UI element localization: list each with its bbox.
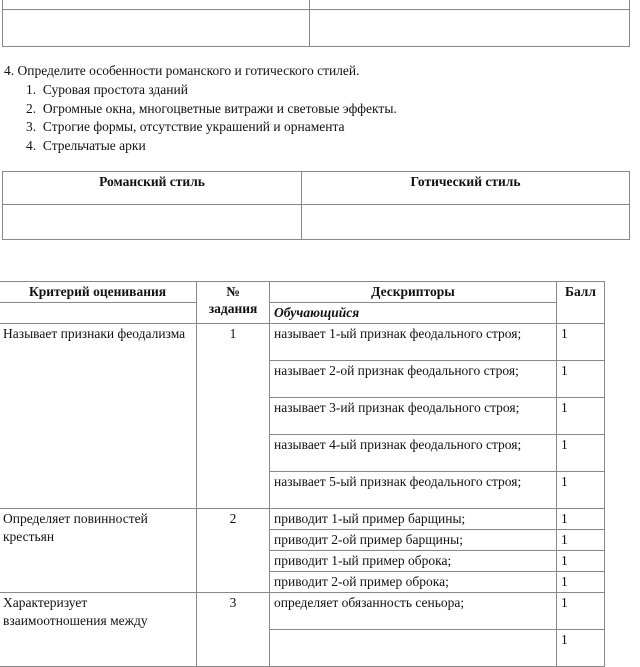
list-item: 4. Стрельчатые арки (26, 137, 146, 153)
task-number-cell: 1 (197, 324, 270, 509)
task4-list (26, 81, 397, 155)
answer-cell[interactable] (310, 10, 630, 47)
score-header: Балл (557, 282, 605, 324)
criterion-cell: Называет признаки феодализма (0, 324, 197, 509)
score-cell: 1 (557, 530, 605, 551)
learner-subheader: Обучающийся (270, 303, 557, 324)
descriptors-header: Дескрипторы (270, 282, 557, 303)
score-cell: 1 (557, 593, 605, 630)
score-cell: 1 (557, 435, 605, 472)
descriptor-cell: называет 5-ый признак феодального строя; (270, 472, 557, 509)
descriptor-cell (270, 630, 557, 667)
score-cell: 1 (557, 572, 605, 593)
score-cell: 1 (557, 361, 605, 398)
score-cell: 1 (557, 472, 605, 509)
table-row (0, 324, 605, 361)
task-number-header-text: № задания (208, 284, 258, 316)
list-item: 3. Строгие формы, отсутствие украшений и орнамента (26, 119, 345, 134)
task4-heading: 4. Определите особенности романского и готического стилей. (4, 63, 360, 78)
table-row (0, 593, 605, 630)
criterion-cell: Определяет повинностей крестьян (0, 509, 197, 593)
criterion-header: Критерий оценивания (0, 282, 197, 303)
criterion-header-cont (0, 303, 197, 324)
score-cell: 1 (557, 630, 605, 667)
descriptor-cell: определяет обязанность сеньора; (270, 593, 557, 630)
answer-cell[interactable] (3, 10, 310, 47)
descriptor-cell: приводит 1-ый пример барщины; (270, 509, 557, 530)
descriptor-cell: называет 1-ый признак феодального строя; (270, 324, 557, 361)
score-cell: 1 (557, 551, 605, 572)
score-cell: 1 (557, 324, 605, 361)
list-item: 1. Суровая простота зданий (26, 82, 188, 97)
romanesque-header: Романский стиль (3, 172, 302, 205)
top-answer-table (2, 0, 630, 47)
criterion-cell: Характеризует взаимоотношения между (0, 593, 197, 667)
gothic-header: Готический стиль (302, 172, 630, 205)
answer-cell[interactable] (310, 0, 630, 10)
table-row (0, 509, 605, 530)
answer-cell[interactable] (3, 0, 310, 10)
task-number-cell: 2 (197, 509, 270, 593)
list-item: 2. Огромные окна, многоцветные витражи и световые эффекты. (26, 100, 397, 116)
score-cell: 1 (557, 398, 605, 435)
descriptor-cell: называет 4-ый признак феодального строя; (270, 435, 557, 472)
styles-table (2, 171, 630, 240)
descriptor-cell: называет 2-ой признак феодального строя; (270, 361, 557, 398)
descriptor-cell: приводит 2-ой пример оброка; (270, 572, 557, 593)
descriptor-cell: приводит 1-ый пример оброка; (270, 551, 557, 572)
gothic-answer-cell[interactable] (302, 205, 630, 240)
score-cell: 1 (557, 509, 605, 530)
descriptor-cell: приводит 2-ой пример барщины; (270, 530, 557, 551)
task-number-cell: 3 (197, 593, 270, 667)
descriptor-cell: называет 3-ий признак феодального строя; (270, 398, 557, 435)
rubric-table (0, 281, 605, 667)
romanesque-answer-cell[interactable] (3, 205, 302, 240)
task-number-header (197, 282, 270, 324)
